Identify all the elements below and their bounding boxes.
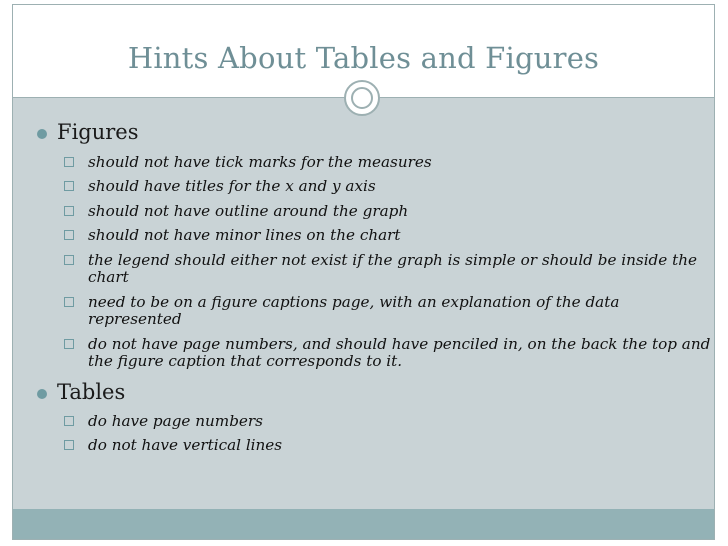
slide-title: Hints About Tables and Figures (127, 41, 600, 75)
list-item (64, 336, 714, 370)
section-heading-label: Tables (57, 380, 126, 404)
square-bullet-icon (64, 255, 74, 265)
ring-inner (351, 87, 373, 109)
list-item (64, 154, 714, 171)
list-item (64, 178, 714, 195)
content-area (13, 98, 714, 509)
list-item (64, 294, 714, 328)
list-item (64, 203, 714, 220)
square-bullet-icon (64, 440, 74, 450)
square-bullet-icon (64, 157, 74, 167)
section-heading-label: Figures (57, 120, 139, 144)
square-bullet-icon (64, 206, 74, 216)
list-item-text: should not have minor lines on the chart (88, 226, 401, 244)
list-item (64, 252, 714, 286)
round-bullet-icon (37, 129, 47, 139)
list-item-text: should not have tick marks for the measures (88, 153, 432, 171)
square-bullet-icon (64, 297, 74, 307)
list-item (64, 437, 714, 454)
list-item (64, 227, 714, 244)
list-item (64, 413, 714, 430)
list-item-text: do have page numbers (88, 412, 263, 430)
list-item-text: should not have outline around the graph (88, 202, 409, 220)
square-bullet-icon (64, 339, 74, 349)
square-bullet-icon (64, 181, 74, 191)
list-item-text: need to be on a figure captions page, with an explanation of the data represented (88, 293, 620, 328)
list-item-text: do not have page numbers, and should have penciled in, on the back the top and the figure caption that corresponds to it. (88, 335, 711, 370)
list-item-text: do not have vertical lines (88, 436, 283, 454)
list-item-text: the legend should either not exist if the graph is simple or should be inside the chart (88, 251, 697, 286)
footer-bar (13, 509, 714, 539)
list-item-text: should have titles for the x and y axis (88, 177, 376, 195)
ring-ornament-icon (344, 80, 380, 116)
square-bullet-icon (64, 230, 74, 240)
round-bullet-icon (37, 389, 47, 399)
square-bullet-icon (64, 416, 74, 426)
